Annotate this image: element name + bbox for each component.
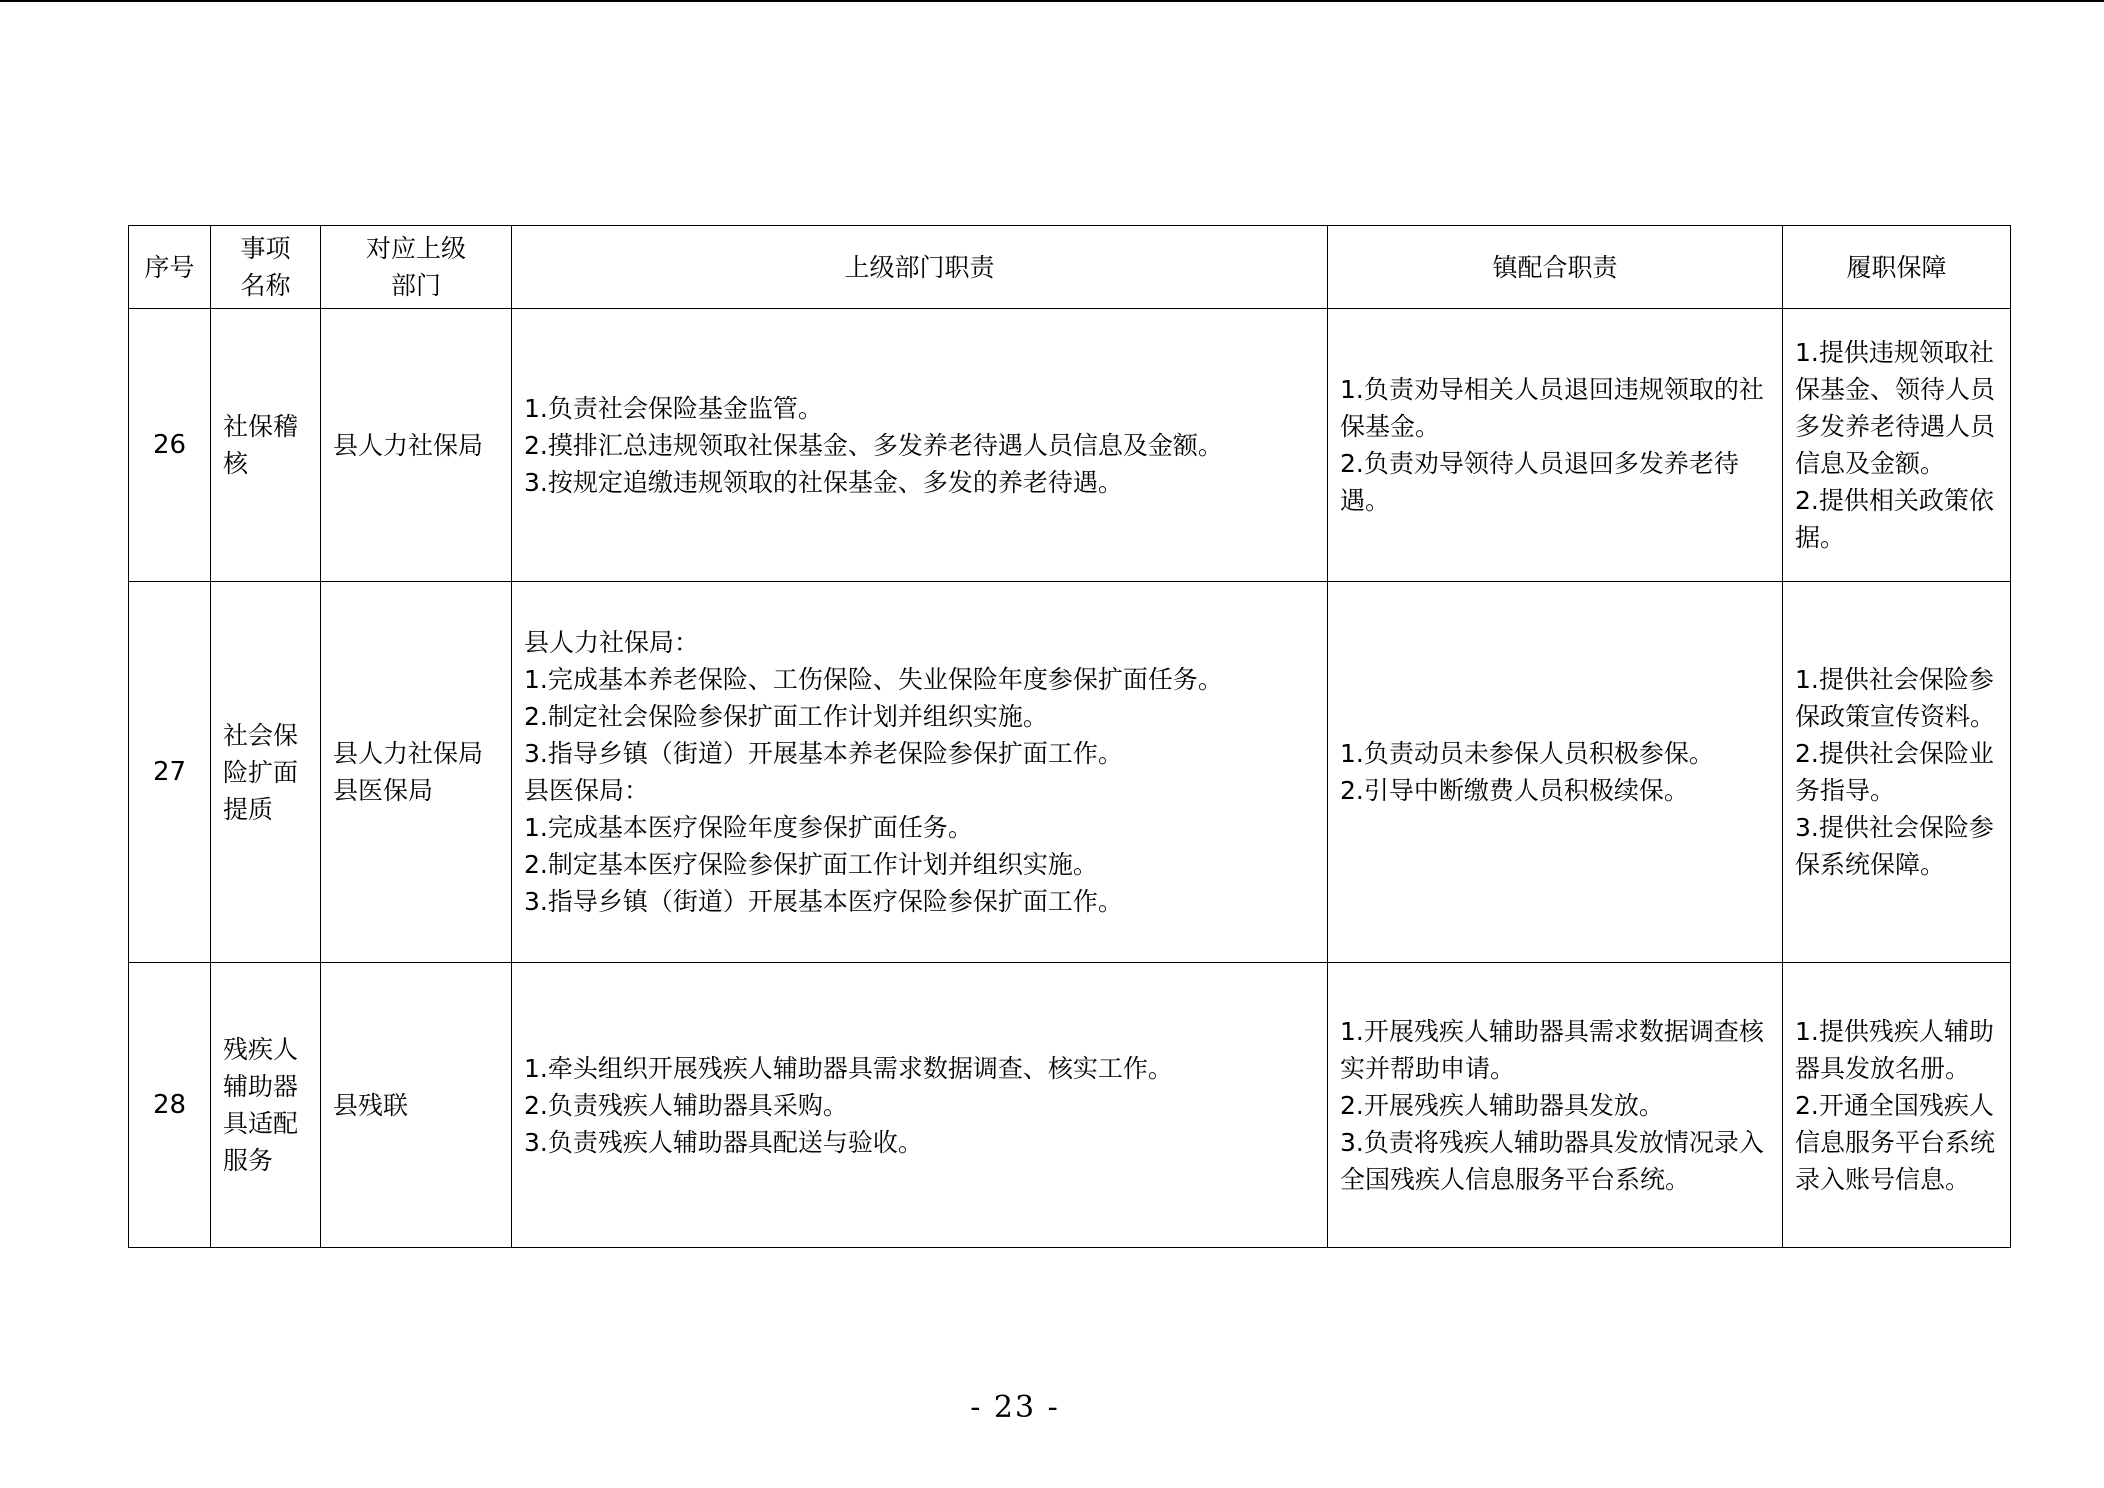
duty-table [128,225,2011,1248]
upper-duty-cell: 县人力社保局： 1.完成基本养老保险、工伤保险、失业保险年度参保扩面任务。 2.制定社会保险参保扩面工作计划并组织实施。 3.指导乡镇（街道）开展基本养老保险参保扩面工作。 县医保局： 1.完成基本医疗保险年度参保扩面任务。 2.制定基本医疗保险参保扩面工作计划并组织实施。 3.指导乡镇（街道）开展基本医疗保险参保扩面工作。 [512,582,1328,963]
item-name: 残疾人辅助器具适配服务 [211,963,321,1248]
page-number: - 23 - [970,1390,1060,1425]
header-name: 事项 名称 [211,226,321,309]
row-number: 26 [129,309,211,582]
header-town-duty: 镇配合职责 [1328,226,1783,309]
town-duty-cell: 1.负责劝导相关人员退回违规领取的社保基金。 2.负责劝导领待人员退回多发养老待遇。 [1328,309,1783,582]
dept-cell: 县人力社保局 县医保局 [321,582,512,963]
town-duty-cell: 1.开展残疾人辅助器具需求数据调查核实并帮助申请。 2.开展残疾人辅助器具发放。 3.负责将残疾人辅助器具发放情况录入全国残疾人信息服务平台系统。 [1328,963,1783,1248]
dept-cell: 县人力社保局 [321,309,512,582]
item-name: 社会保险扩面提质 [211,582,321,963]
table-row [129,963,2011,1248]
row-number: 27 [129,582,211,963]
table-row [129,309,2011,582]
dept-cell: 县残联 [321,963,512,1248]
town-duty-cell: 1.负责动员未参保人员积极参保。 2.引导中断缴费人员积极续保。 [1328,582,1783,963]
header-guarantee: 履职保障 [1783,226,2011,309]
header-upper-duty: 上级部门职责 [512,226,1328,309]
row-number: 28 [129,963,211,1248]
guarantee-cell: 1.提供违规领取社保基金、领待人员多发养老待遇人员信息及金额。 2.提供相关政策依据。 [1783,309,2011,582]
table-row [129,582,2011,963]
upper-duty-cell: 1.负责社会保险基金监管。 2.摸排汇总违规领取社保基金、多发养老待遇人员信息及金额。 3.按规定追缴违规领取的社保基金、多发的养老待遇。 [512,309,1328,582]
guarantee-cell: 1.提供社会保险参保政策宣传资料。 2.提供社会保险业务指导。 3.提供社会保险参保系统保障。 [1783,582,2011,963]
item-name: 社保稽核 [211,309,321,582]
guarantee-cell: 1.提供残疾人辅助器具发放名册。 2.开通全国残疾人信息服务平台系统录入账号信息。 [1783,963,2011,1248]
top-border-line [0,0,2104,2]
upper-duty-cell: 1.牵头组织开展残疾人辅助器具需求数据调查、核实工作。 2.负责残疾人辅助器具采购。 3.负责残疾人辅助器具配送与验收。 [512,963,1328,1248]
header-no: 序号 [129,226,211,309]
header-dept: 对应上级 部门 [321,226,512,309]
table-header-row [129,226,2011,309]
